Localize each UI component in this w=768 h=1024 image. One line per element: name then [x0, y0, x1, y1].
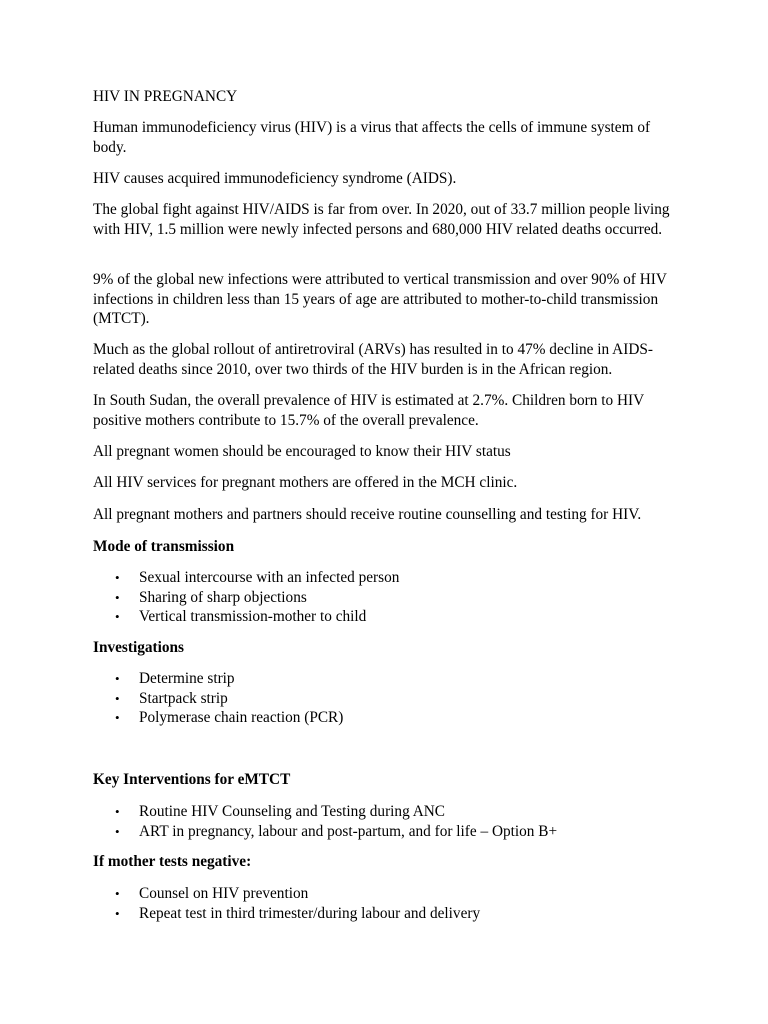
list-key-interventions [93, 802, 673, 841]
list-item-text: Routine HIV Counseling and Testing during ANC [139, 803, 445, 820]
list-item-text: ART in pregnancy, labour and post-partum, and for life – Option B+ [139, 822, 558, 840]
bullet-icon: • [115, 823, 120, 839]
paragraph-aids-cause: HIV causes acquired immunodeficiency syndrome (AIDS). [93, 170, 457, 187]
list-item [93, 689, 673, 709]
list-item [93, 708, 673, 728]
list-item [93, 904, 673, 924]
document-title: HIV IN PREGNANCY [93, 88, 238, 105]
list-item-text: Determine strip [139, 670, 235, 687]
list-item-text: Vertical transmission-mother to child [139, 608, 367, 626]
list-item [93, 607, 673, 627]
list-item-text: Polymerase chain reaction (PCR) [139, 709, 344, 727]
heading-mother-tests-negative: If mother tests negative: [93, 853, 252, 870]
list-item [93, 802, 673, 822]
bullet-icon: • [115, 609, 120, 625]
paragraph-routine-testing: All pregnant mothers and partners should receive routine counselling and testing for HIV. [93, 506, 642, 523]
list-item [93, 588, 673, 608]
list-item [93, 822, 673, 842]
bullet-icon: • [115, 905, 120, 921]
heading-mode-of-transmission: Mode of transmission [93, 538, 235, 555]
list-item-text: Sharing of sharp objections [139, 588, 307, 606]
list-item [93, 568, 673, 588]
paragraph-global-fight: The global fight against HIV/AIDS is far from over. In 2020, out of 33.7 million people living with HIV, 1.5 million were newly infected persons and 680,000 HIV related deaths occurred. [93, 201, 670, 238]
list-item-text: Counsel on HIV prevention [139, 885, 309, 902]
bullet-icon: • [115, 589, 120, 605]
paragraph-south-sudan: In South Sudan, the overall prevalence of HIV is estimated at 2.7%. Children born to HIV positive mothers contribute to 15.7% of the overall prevalence. [93, 392, 644, 429]
heading-key-interventions: Key Interventions for eMTCT [93, 771, 291, 788]
bullet-icon: • [115, 710, 120, 726]
list-item [93, 884, 673, 904]
list-item-text: Sexual intercourse with an infected person [139, 569, 400, 586]
heading-investigations: Investigations [93, 639, 184, 656]
bullet-icon: • [115, 570, 120, 585]
bullet-icon: • [115, 690, 120, 706]
bullet-icon: • [115, 671, 120, 686]
paragraph-hiv-definition: Human immunodeficiency virus (HIV) is a virus that affects the cells of immune system of body. [93, 119, 651, 156]
paragraph-vertical-transmission: 9% of the global new infections were attributed to vertical transmission and over 90% of HIV infections in children less than 15 years of age are attributed to mother-to-child transmission (MTCT). [93, 271, 667, 328]
paragraph-know-status: All pregnant women should be encouraged to know their HIV status [93, 443, 511, 460]
bullet-icon: • [115, 804, 120, 819]
list-mother-tests-negative [93, 884, 673, 923]
list-item-text: Startpack strip [139, 689, 228, 707]
bullet-icon: • [115, 886, 120, 901]
list-item-text: Repeat test in third trimester/during labour and delivery [139, 904, 481, 922]
paragraph-arv-rollout: Much as the global rollout of antiretroviral (ARVs) has resulted in to 47% decline in AIDS-related deaths since 2010, over two thirds of the HIV burden is in the African region. [93, 341, 653, 378]
list-investigations [93, 669, 673, 728]
paragraph-mch-clinic: All HIV services for pregnant mothers are offered in the MCH clinic. [93, 474, 518, 491]
list-mode-of-transmission [93, 568, 673, 627]
list-item [93, 669, 673, 689]
